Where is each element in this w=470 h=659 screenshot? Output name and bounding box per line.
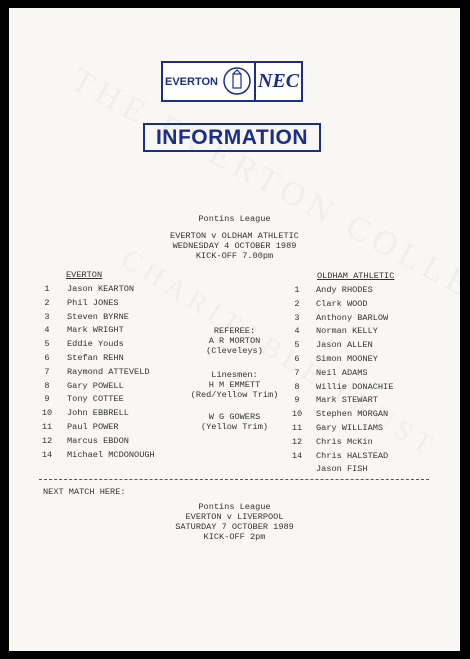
player-number: 9	[44, 394, 50, 405]
player-number: 14	[291, 450, 303, 461]
player-number: 1	[294, 285, 300, 295]
player-number: 7	[294, 367, 300, 378]
kickoff: KICK-OFF 7.00pm	[195, 251, 274, 261]
player-name: Paul POWER	[67, 422, 119, 432]
player-name: Gary WILLIAMS	[316, 423, 384, 433]
player-name: Chris HALSTEAD	[316, 450, 389, 461]
linesmen-label: Linesmen:	[211, 370, 258, 380]
linesman-2-trim: (Yellow Trim)	[200, 422, 269, 432]
player-name: Eddie Youds	[67, 339, 124, 350]
next-match-label: NEXT MATCH HERE:	[43, 487, 126, 497]
player-number: 11	[291, 423, 303, 433]
sponsor-text: NEC	[257, 70, 300, 92]
player-number: 3	[294, 312, 300, 323]
player-number: 12	[291, 436, 303, 447]
player-name: Stefan REHN	[67, 353, 124, 363]
player-name: Clark WOOD	[316, 298, 368, 309]
sponsor-logo	[254, 63, 301, 100]
referee-label: REFEREE:	[213, 326, 256, 336]
player-number: 11	[41, 422, 53, 432]
player-name: Simon MOONEY	[316, 354, 378, 364]
banner-text: INFORMATION	[155, 125, 309, 149]
player-number: 10	[291, 409, 303, 420]
player-number: 7	[44, 366, 50, 377]
player-number: 2	[44, 297, 50, 308]
player-name: Neil ADAMS	[316, 367, 368, 378]
fixture: EVERTON v OLDHAM ATHLETIC	[170, 231, 299, 241]
player-name: Mark WRIGHT	[67, 325, 124, 336]
player-name: Chris McKin	[316, 436, 373, 447]
player-number: 8	[294, 381, 300, 392]
divider	[39, 479, 429, 480]
referee-name: A R MORTON	[208, 336, 261, 346]
player-number: 10	[41, 408, 53, 419]
player-number: 4	[44, 325, 50, 336]
player-number: 4	[294, 326, 300, 337]
programme-sheet	[9, 8, 460, 651]
next-competition: Pontins League	[198, 502, 271, 512]
player-number: 8	[44, 380, 50, 391]
player-number: 5	[44, 339, 50, 350]
next-kickoff: KICK-OFF 2pm	[203, 532, 266, 542]
competition: Pontins League	[198, 214, 271, 224]
linesman-1-name: H M EMMETT	[208, 380, 261, 390]
player-number: 6	[44, 353, 50, 363]
player-number: 5	[294, 340, 300, 351]
player-name: John EBBRELL	[67, 408, 129, 419]
player-name: Stephen MORGAN	[316, 409, 389, 420]
match-date: WEDNESDAY 4 OCTOBER 1989	[172, 241, 297, 251]
away-team-heading: OLDHAM ATHLETIC	[317, 271, 395, 281]
player-name: Anthony BARLOW	[316, 312, 389, 323]
next-date: SATURDAY 7 OCTOBER 1989	[175, 522, 294, 532]
next-fixture: EVERTON v LIVERPOOL	[185, 512, 284, 522]
player-number: 9	[294, 395, 300, 406]
home-team-heading: EVERTON	[66, 270, 103, 280]
player-name: Phil JONES	[67, 297, 119, 308]
player-number: 14	[41, 449, 53, 460]
player-number: 12	[41, 435, 53, 446]
player-number: 1	[44, 284, 50, 294]
player-name: Marcus EBDON	[67, 435, 129, 446]
club-crest-icon	[220, 63, 254, 100]
information-banner	[143, 123, 321, 152]
player-name: Gary POWELL	[67, 380, 124, 391]
referee-town: (Cleveleys)	[206, 346, 263, 356]
logo-text: EVERTON	[165, 75, 218, 88]
player-name: Jason KEARTON	[67, 284, 135, 294]
player-name: Jason FISH	[316, 464, 368, 475]
player-name: Norman KELLY	[316, 326, 378, 337]
player-name: Steven BYRNE	[67, 311, 129, 322]
player-name: Mark STEWART	[316, 395, 378, 406]
linesman-2-name: W G GOWERS	[208, 412, 261, 422]
player-name: Raymond ATTEVELD	[67, 366, 150, 377]
player-number: 3	[44, 311, 50, 322]
player-number: 2	[294, 298, 300, 309]
player-name: Michael MCDONOUGH	[67, 449, 155, 460]
player-name: Tony COTTEE	[67, 394, 124, 405]
player-name: Jason ALLEN	[316, 340, 373, 351]
player-name: Willie DONACHIE	[316, 381, 394, 392]
player-number: 6	[294, 354, 300, 364]
player-name: Andy RHODES	[316, 285, 373, 295]
club-logo	[161, 61, 303, 102]
linesman-1-trim: (Red/Yellow Trim)	[190, 390, 279, 400]
